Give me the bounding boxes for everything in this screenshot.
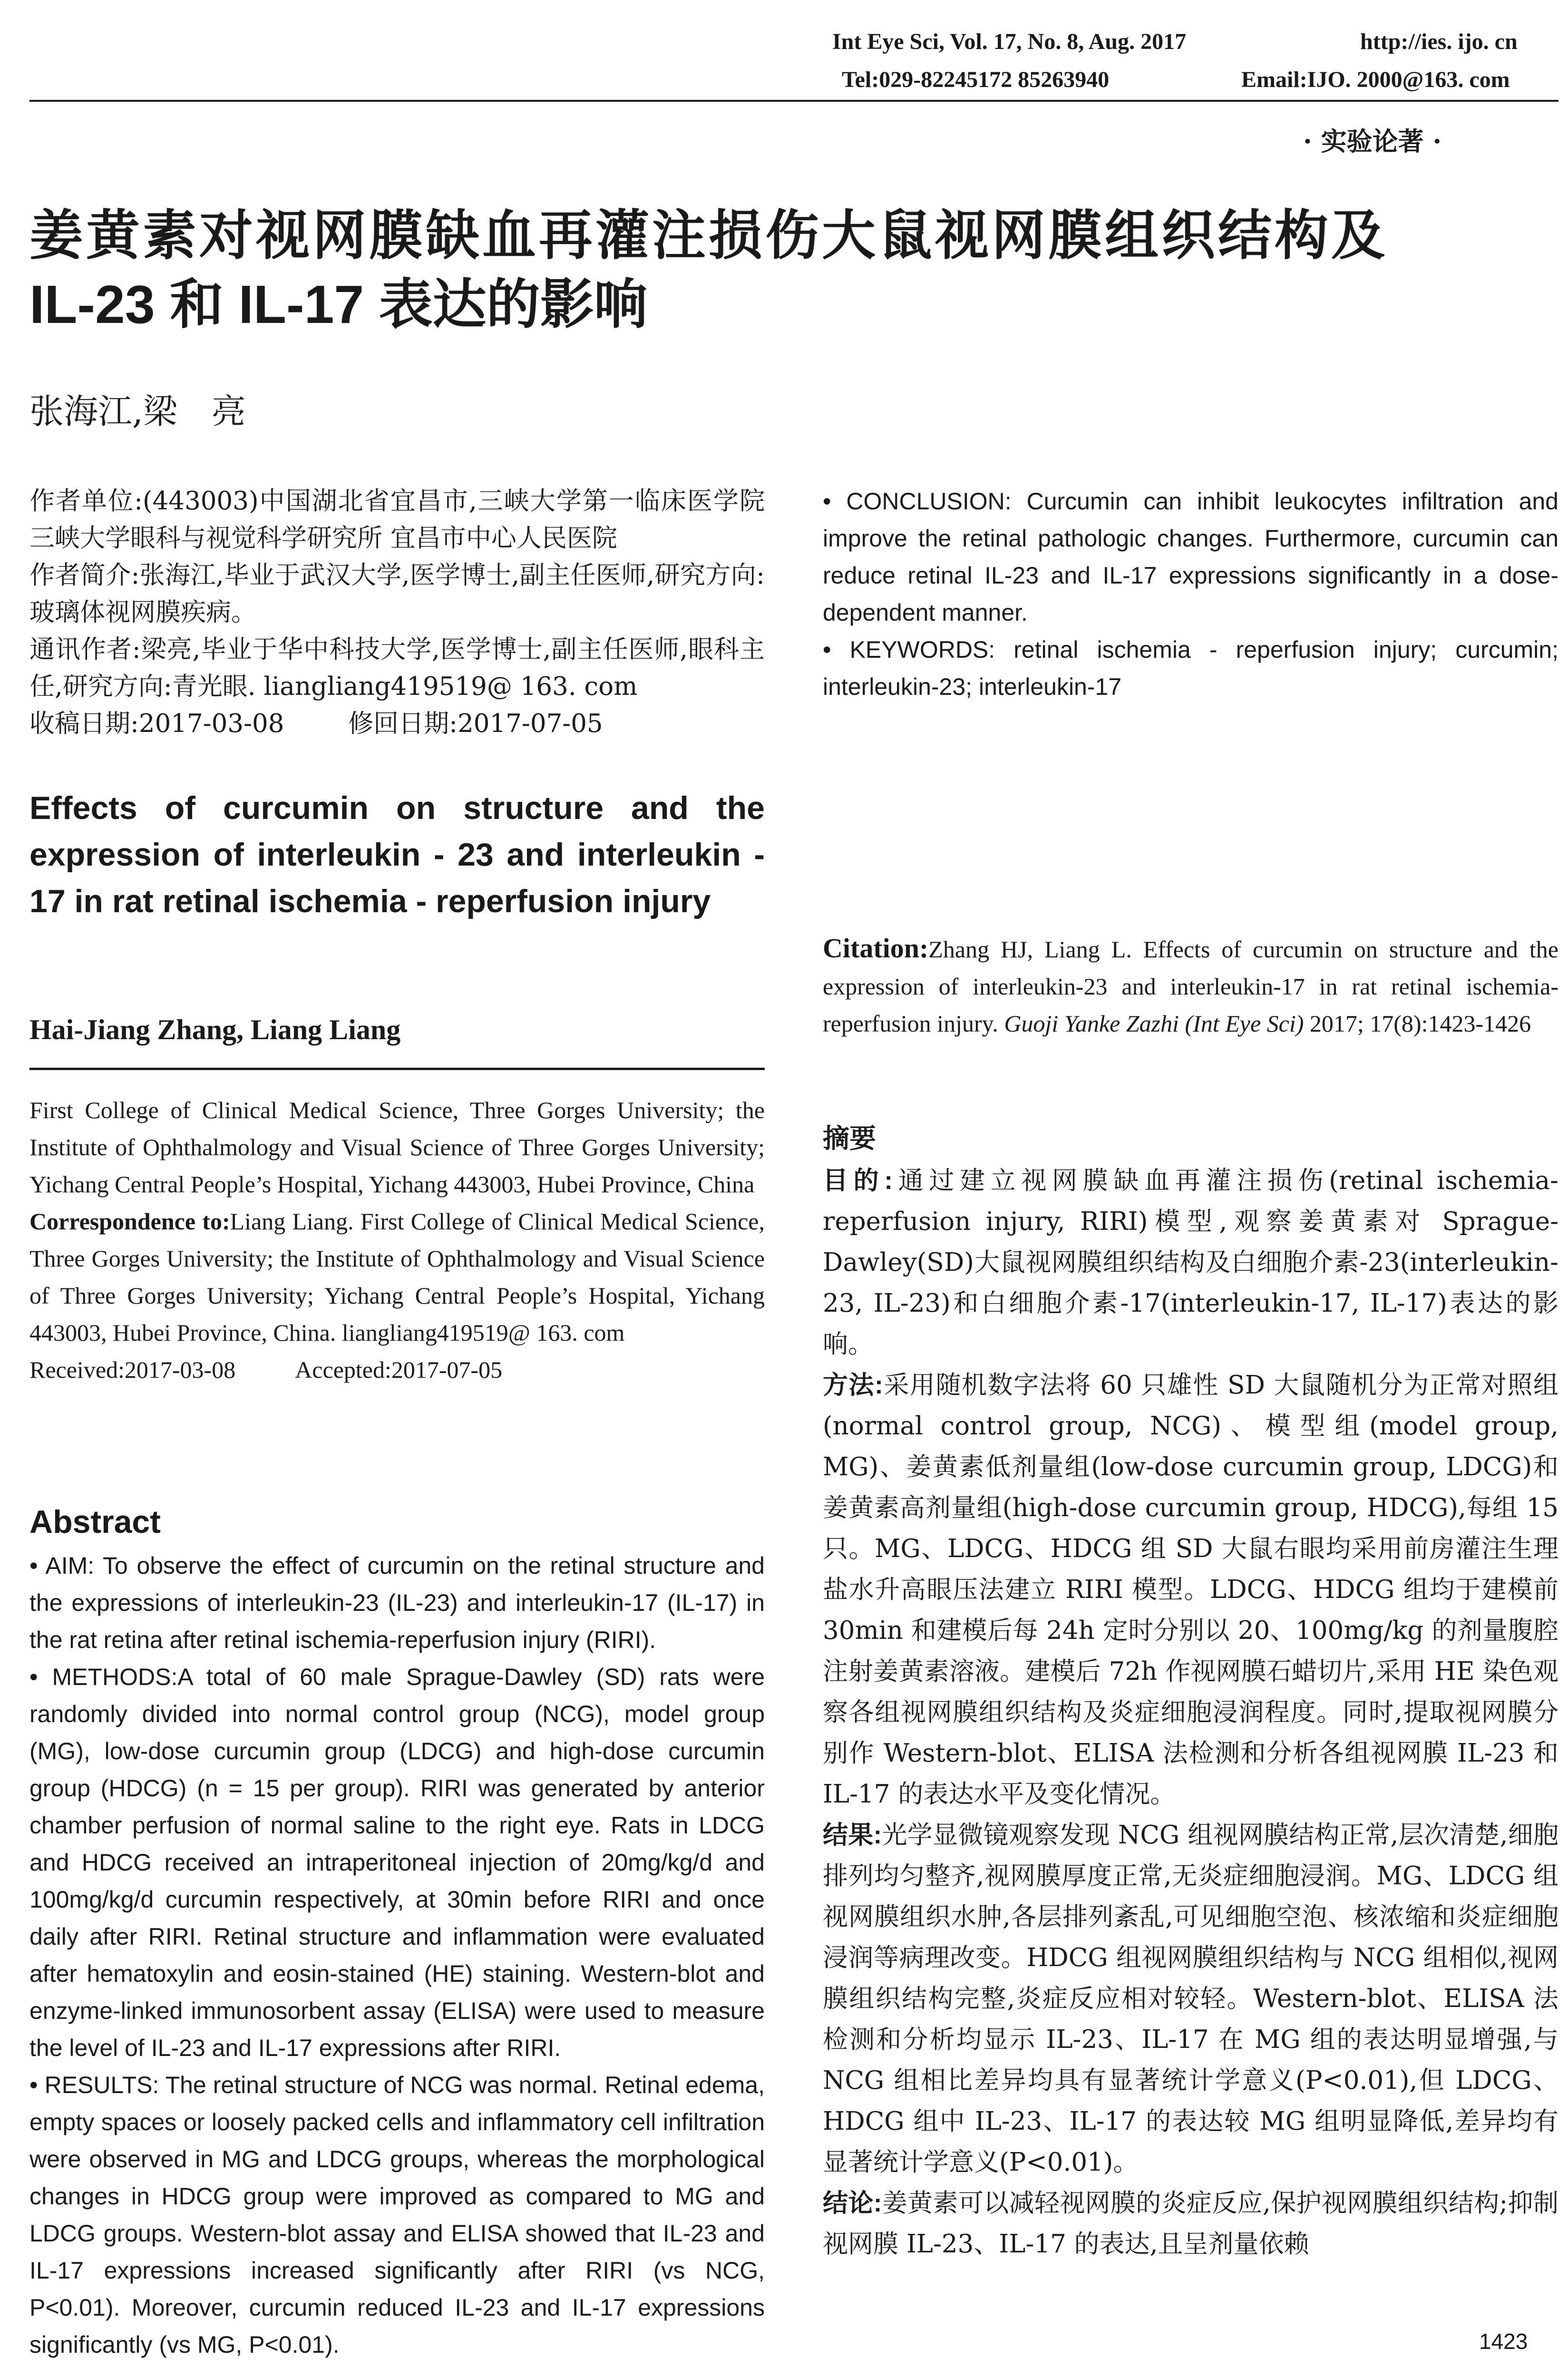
aim-cn-text: 通过建立视网膜缺血再灌注损伤(retinal ischemia-reperfusion injury, RIRI)模型,观察姜黄素对 Sprague-Dawley(SD)大鼠视网膜组织结构及白细胞介素-23(interleukin-23, IL-23)和白细胞介素-17(interleukin-17, IL-17)表达的影响。 <box>823 1166 1558 1359</box>
conclusion-cn-label: 结论: <box>823 2189 882 2217</box>
abstract-body <box>29 1547 765 2363</box>
journal-info: Int Eye Sci, Vol. 17, No. 8, Aug. 2017 <box>832 29 1187 54</box>
title-cn-line2: IL-23 和 IL-17 表达的影响 <box>29 274 648 334</box>
conclusion-cn-text: 姜黄素可以减轻视网膜的炎症反应,保护视网膜组织结构;抑制视网膜 IL-23、IL-17 的表达,且呈剂量依赖 <box>823 2189 1558 2259</box>
abstract-cn-heading: 摘要 <box>823 1123 876 1154</box>
citation-year: 2017; 17(8):1423-1426 <box>1309 1010 1531 1037</box>
results-text: The retinal structure of NCG was normal. Retinal edema, empty spaces or loosely packed cells and inflammatory cell infiltration were observed in MG and LDCG groups, whereas the morphological changes in HDCG group were improved as compared to MG and LDCG groups. Western-blot assay and ELISA showed that IL-23 and IL-17 expressions increased significantly after RIRI (vs NCG, P<0.01). Moreover, curcumin reduced IL-23 and IL-17 expressions significantly (vs MG, P<0.01). <box>29 2072 765 2358</box>
authors-cn: 张海江,梁 亮 <box>29 391 246 431</box>
keywords-label: • KEYWORDS: <box>823 636 995 663</box>
journal-email: Email:IJO. 2000@163. com <box>1241 67 1510 92</box>
received-en: Received:2017-03-08 <box>29 1356 236 1383</box>
keywords-text: retinal ischemia - reperfusion injury; curcumin; interleukin-23; interleukin-17 <box>823 636 1558 700</box>
accepted-en: Accepted:2017-07-05 <box>295 1356 503 1383</box>
citation-journal: Guoji Yanke Zazhi (Int Eye Sci) <box>1004 1010 1304 1037</box>
abstract-cn-body <box>823 1160 1558 2265</box>
affiliation-cn <box>29 483 765 742</box>
methods-text: A total of 60 male Sprague-Dawley (SD) rats were randomly divided into normal control group (NCG), model group (MG), low-dose curcumin group (LDCG) and high-dose curcumin group (HDCG) (n = 15 per group). RIRI was generated by anterior chamber perfusion of normal saline to the right eye. Rats in LDCG and HDCG received an intraperitoneal injection of 20mg/kg/d and 100mg/kg/d curcumin respectively, at 30min before RIRI and once daily after RIRI. Retinal structure and inflammation were evaluated after hematoxylin and eosin-stained (HE) staining. Western-blot and enzyme-linked immunosorbent assay (ELISA) were used to measure the level of IL-23 and IL-17 expressions after RIRI. <box>29 1664 765 2061</box>
revised-cn: 修回日期:2017-07-05 <box>348 709 603 738</box>
abstract-body-continued <box>823 483 1558 705</box>
abstract-heading: Abstract <box>29 1504 161 1540</box>
authors-en: Hai-Jiang Zhang, Liang Liang <box>29 1014 401 1045</box>
correspondence-label: Correspondence to: <box>29 1208 230 1235</box>
affiliation-en <box>29 1091 765 1388</box>
aim-label: • AIM: <box>29 1552 95 1579</box>
journal-website: http://ies. ijo. cn <box>1360 29 1518 54</box>
title-en: Effects of curcumin on structure and the expression of interleukin - 23 and interleukin - 17 in rat retinal ischemia - reperfusion injury <box>29 790 765 919</box>
results-cn-label: 结果: <box>823 1821 882 1849</box>
aim-cn-label: 目的: <box>823 1167 893 1195</box>
authors-rule <box>29 1068 765 1070</box>
citation-label: Citation: <box>823 933 929 964</box>
unit-text: (443003)中国湖北省宜昌市,三峡大学第一临床医学院 三峡大学眼科与视觉科学研究所 宜昌市中心人民医院 <box>29 487 765 553</box>
results-cn-text: 光学显微镜观察发现 NCG 组视网膜结构正常,层次清楚,细胞排列均匀整齐,视网膜厚度正常,无炎症细胞浸润。MG、LDCG 组视网膜组织水肿,各层排列紊乱,可见细胞空泡、核浓缩和炎症细胞浸润等病理改变。HDCG 组视网膜组织结构与 NCG 组相似,视网膜组织结构完整,炎症反应相对较轻。Western-blot、ELISA 法检测和分析均显示 IL-23、IL-17 在 MG 组的表达明显增强,与 NCG 组相比差异均具有显著统计学意义(P<0.01),但 LDCG、HDCG 组中 IL-23、IL-17 的表达较 MG 组明显降低,差异均有显著统计学意义(P<0.01)。 <box>823 1821 1558 2177</box>
page-number: 1423 <box>1479 2329 1528 2354</box>
corr-cn-text: 梁亮,毕业于华中科技大学,医学博士,副主任医师,眼科主任,研究方向:青光眼. liangliang419519@ 163. com <box>29 635 765 701</box>
bio-label: 作者简介: <box>29 561 140 590</box>
section-label: · 实验论著 · <box>1303 126 1442 156</box>
methods-label: • METHODS: <box>29 1664 178 1690</box>
header-rule <box>29 100 1558 102</box>
citation <box>823 930 1558 1042</box>
methods-cn-text: 采用随机数字法将 60 只雄性 SD 大鼠随机分为正常对照组(normal control group, NCG)、模型组(model group, MG)、姜黄素低剂量组(low-dose curcumin group, LDCG)和姜黄素高剂量组(high-dose curcumin group, HDCG),每组 15 只。MG、LDCG、HDCG 组 SD 大鼠右眼均采用前房灌注生理盐水升高眼压法建立 RIRI 模型。LDCG、HDCG 组均于建模前 30min 和建模后每 24h 定时分别以 20、100mg/kg 的剂量腹腔注射姜黄素溶液。建模后 72h 作视网膜石蜡切片,采用 HE 染色观察各组视网膜组织结构及炎症细胞浸润程度。同时,提取视网膜分别作 Western-blot、ELISA 法检测和分析各组视网膜 IL-23 和 IL-17 的表达水平及变化情况。 <box>823 1371 1558 1809</box>
aim-text: To observe the effect of curcumin on the retinal structure and the expressions of interleukin-23 (IL-23) and interleukin-17 (IL-17) in the rat retina after retinal ischemia-reperfusion injury (RIRI). <box>29 1552 765 1653</box>
received-cn: 收稿日期:2017-03-08 <box>29 709 284 738</box>
conclusion-text: Curcumin can inhibit leukocytes infiltration and improve the retinal pathologic changes. Furthermore, curcumin can reduce retinal IL-23 and IL-17 expressions significantly in a dose-dependent manner. <box>823 488 1558 626</box>
correspondence-text: Liang Liang. First College of Clinical Medical Science, Three Gorges University; the Institute of Ophthalmology and Visual Science of Three Gorges University; Yichang Central People’s Hospital, Yichang 443003, Hubei Province, China. liangliang419519@ 163. com <box>29 1208 765 1346</box>
unit-label: 作者单位: <box>29 487 143 516</box>
bio-text: 张海江,毕业于武汉大学,医学博士,副主任医师,研究方向:玻璃体视网膜疾病。 <box>29 561 765 627</box>
results-label: • RESULTS: <box>29 2072 159 2098</box>
affil-en-text: First College of Clinical Medical Science, Three Gorges University; the Institute of Ophthalmology and Visual Science of Three Gorges University; Yichang Central People’s Hospital, Yichang 443003, Hubei Province, China <box>29 1097 765 1198</box>
methods-cn-label: 方法: <box>823 1371 883 1399</box>
corr-cn-label: 通讯作者: <box>29 635 141 664</box>
conclusion-label: • CONCLUSION: <box>823 488 1012 515</box>
title-cn-line1: 姜黄素对视网膜缺血再灌注损伤大鼠视网膜组织结构及 <box>29 205 1388 265</box>
citation-text: Zhang HJ, Liang L. Effects of curcumin on structure and the expression of interleukin-23 and interleukin-17 in rat retinal ischemia-reperfusion injury. <box>823 936 1558 1037</box>
journal-tel: Tel:029-82245172 85263940 <box>842 67 1110 92</box>
